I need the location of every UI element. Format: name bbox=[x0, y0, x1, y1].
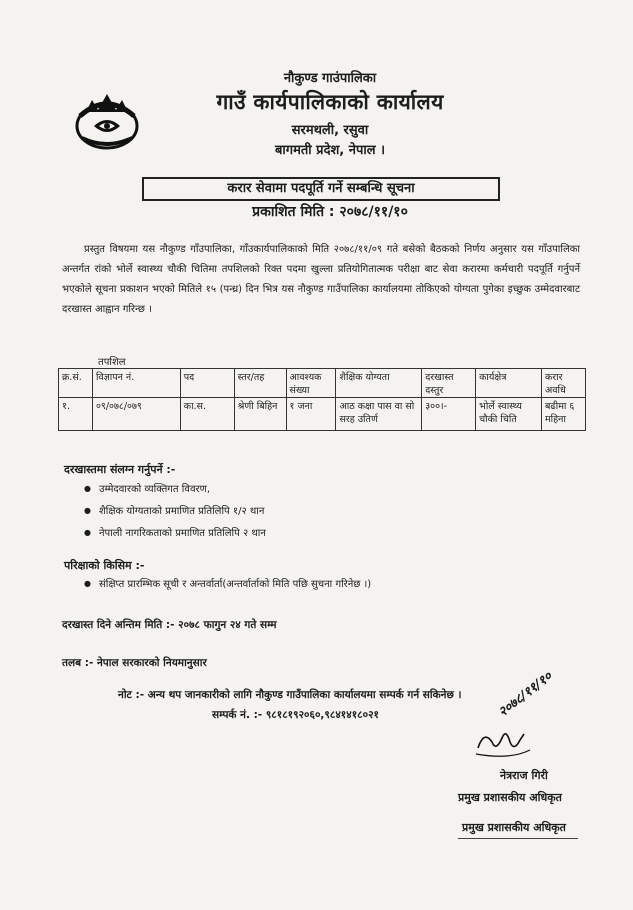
contact-numbers: सम्पर्क नं. :- ९८१८१९२०६०,९८४१४१८०२१ bbox=[212, 709, 380, 721]
table-header-cell: करार अवधि bbox=[541, 369, 585, 398]
signatory-name: नेत्रराज गिरी bbox=[500, 769, 548, 782]
table-header-cell: क्र.सं. bbox=[59, 369, 93, 398]
table-cell: भोर्ले स्वास्थ्य चौकी चिति bbox=[476, 398, 542, 431]
salary-text: तलब :- नेपाल सरकारको नियमानुसार bbox=[62, 657, 207, 669]
table-cell: श्रेणी बिहिन bbox=[234, 398, 286, 431]
address-line-2: बागमती प्रदेश, नेपाल । bbox=[274, 143, 386, 158]
table-header-row bbox=[59, 369, 586, 398]
table-header-cell: विज्ञापन नं. bbox=[92, 369, 180, 398]
exam-heading: परिक्षाको किसिम :- bbox=[64, 559, 145, 572]
signature-scribble-icon bbox=[470, 708, 580, 768]
office-title: गाउँ कार्यपालिकाको कार्यालय bbox=[216, 90, 444, 114]
table-header-cell: पद bbox=[180, 369, 234, 398]
table-header-cell: आवश्यक संख्या bbox=[286, 369, 336, 398]
table-cell: का.स. bbox=[180, 398, 234, 431]
table-header-cell: कार्यक्षेत्र bbox=[476, 369, 542, 398]
divider bbox=[458, 838, 578, 839]
deadline-text: दरखास्त दिने अन्तिम मिति :- २०७८ फागुन २४ गते सम्म bbox=[62, 619, 277, 631]
table-cell: १. bbox=[59, 398, 93, 431]
table-cell: १ जना bbox=[286, 398, 336, 431]
list-item: ● उम्मेदवारको व्यक्तिगत विवरण, bbox=[84, 478, 266, 500]
vacancy-table bbox=[58, 368, 586, 431]
signatory-title-stamp: प्रमुख प्रशासकीय अधिकृत bbox=[462, 821, 566, 834]
list-item: ● शैक्षिक योग्यताको प्रमाणित प्रतिलिपि १/२ थान bbox=[84, 500, 266, 522]
municipality-name: नौकुण्ड गाउंपालिका bbox=[283, 71, 377, 86]
table-cell: आठ कक्षा पास वा सो सरह उतिर्ण bbox=[336, 398, 422, 431]
notice-title: करार सेवामा पदपूर्ति गर्ने सम्बन्धि सूचना bbox=[142, 177, 500, 201]
body-paragraph: प्रस्तुत विषयमा यस नौकुण्ड गाँउपालिका, गाँउकार्यपालिकाको मिति २०७८/११/०९ गते बसेको बैठकको निर्णय अनुसार यस गाँउपालिका अन्तर्गत रांको भोर्ले स्वास्थ्य चौकी चितिमा तपशिलको रिक्त पदमा खुल्ला प्रतियोगितात्मक परीक्षा बाट सेवा करारमा कर्मचारी पदपूर्ति गर्नुपर्ने भएकोले सूचना प्रकाशन भएको मितिले १५ (पन्ध्र) दिन भित्र यस नौकुण्ड गाउँपालिका कार्यालयमा तोकिएको योग्यता पुगेका इच्छुक उम्मेदवारबाट दरखास्त आह्वान गरिन्छ । bbox=[62, 244, 580, 315]
attachments-list bbox=[84, 478, 266, 544]
table-row bbox=[59, 398, 586, 431]
attachments-heading: दरखास्तमा संलग्न गर्नुपर्ने :- bbox=[64, 463, 176, 476]
signature-date: २०७८/११/१० bbox=[495, 669, 556, 721]
table-header-cell: शैक्षिक योग्यता bbox=[336, 369, 422, 398]
published-date: प्रकाशित मिति : २०७८/११/१० bbox=[252, 204, 408, 220]
table-header-cell: स्तर/तह bbox=[234, 369, 286, 398]
note-text: नोट :- अन्य थप जानकारीको लागि नौकुण्ड गाउँपालिका कार्यालयमा सम्पर्क गर्न सकिनेछ । bbox=[118, 689, 462, 701]
nepal-emblem-icon bbox=[66, 86, 148, 152]
table-cell: बढीमा ६ महिना bbox=[541, 398, 585, 431]
table-caption: तपशिल bbox=[98, 357, 126, 368]
exam-list bbox=[84, 573, 371, 595]
list-item: ● नेपाली नागरिकताको प्रमाणित प्रतिलिपि २ थान bbox=[84, 522, 266, 544]
address-line-1: सरमथली, रसुवा bbox=[291, 123, 369, 138]
list-item: ● संक्षिप्त प्रारम्भिक सूची र अन्तर्वार्ता(अन्तर्वार्ताको मिति पछि सुचना गरिनेछ ।) bbox=[84, 573, 371, 595]
table-header-cell: दरखास्त दस्तुर bbox=[422, 369, 476, 398]
table-cell: ०९/०७८/०७९ bbox=[92, 398, 180, 431]
table-cell: ३००।- bbox=[422, 398, 476, 431]
signatory-title: प्रमुख प्रशासकीय अधिकृत bbox=[458, 791, 562, 804]
